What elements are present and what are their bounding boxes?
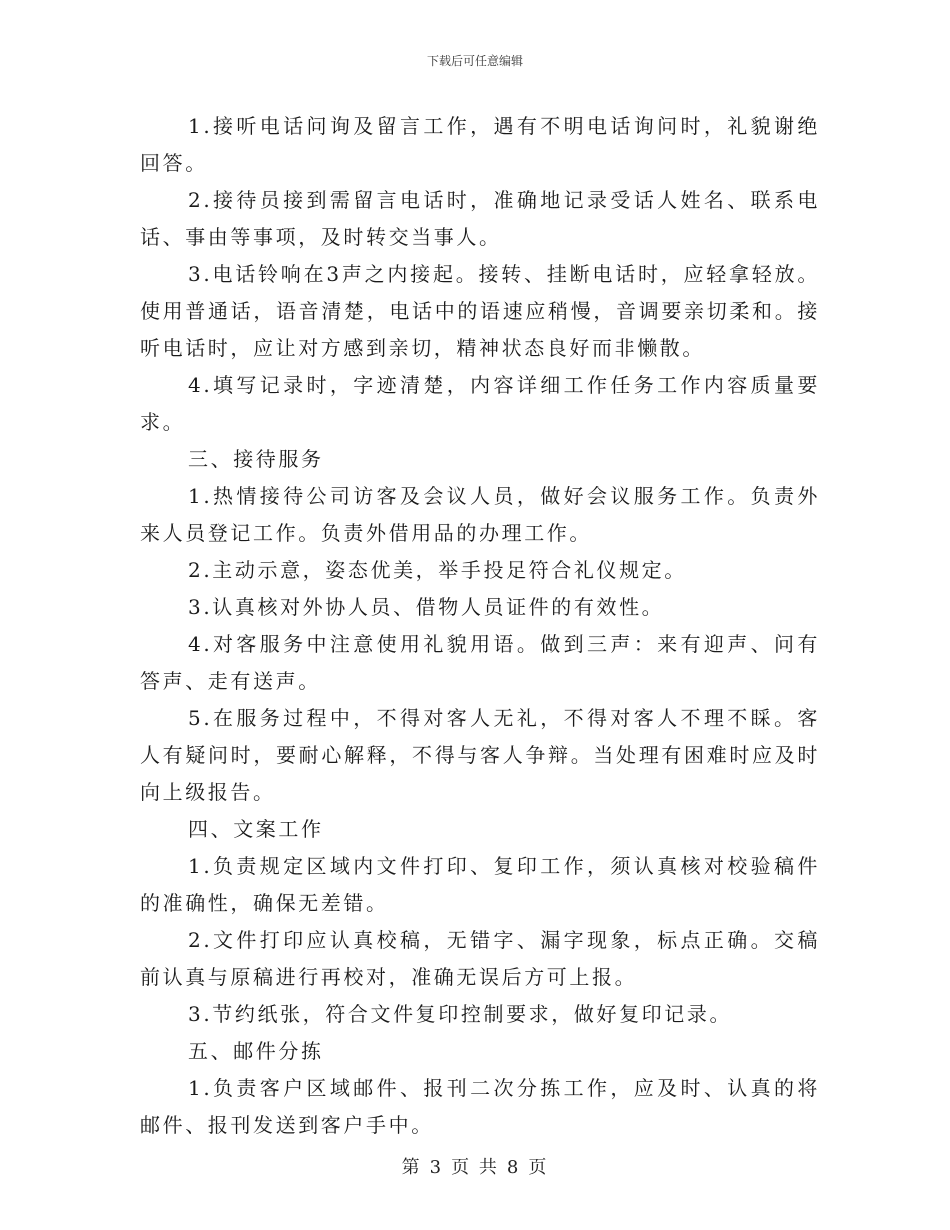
- paragraph: 4.对客服务中注意使用礼貌用语。做到三声：来有迎声、问有答声、走有送声。: [140, 632, 820, 693]
- paragraph: 1.热情接待公司访客及会议人员，做好会议服务工作。负责外来人员登记工作。负责外借用品的办理工作。: [140, 484, 820, 545]
- page-header-note: 下载后可任意编辑: [426, 54, 523, 68]
- document-body: [140, 108, 820, 1144]
- footer-page-number: 3: [429, 1157, 444, 1178]
- footer-total-pages: 8: [506, 1157, 521, 1178]
- footer-prefix: 第: [401, 1157, 422, 1178]
- paragraph: 1.负责规定区域内文件打印、复印工作，须认真核对校验稿件的准确性，确保无差错。: [140, 854, 820, 915]
- section-heading: 四、文案工作: [188, 817, 324, 841]
- paragraph: 3.节约纸张，符合文件复印控制要求，做好复印记录。: [188, 1002, 733, 1026]
- paragraph: 4.填写记录时，字迹清楚，内容详细工作任务工作内容质量要求。: [140, 373, 820, 434]
- section-heading: 三、接待服务: [188, 447, 324, 471]
- footer-suffix: 页: [528, 1157, 549, 1178]
- section-heading: 五、邮件分拣: [188, 1039, 324, 1063]
- footer-middle: 页 共: [451, 1157, 499, 1178]
- page-footer: [0, 1153, 950, 1179]
- paragraph: 3.认真核对外协人员、借物人员证件的有效性。: [188, 595, 665, 619]
- paragraph: 3.电话铃响在3声之内接起。接转、挂断电话时，应轻拿轻放。使用普通话，语音清楚，电话中的语速应稍慢，音调要亲切柔和。接听电话时，应让对方感到亲切，精神状态良好而非懒散。: [140, 262, 820, 360]
- paragraph: 2.接待员接到需留言电话时，准确地记录受话人姓名、联系电话、事由等事项，及时转交当事人。: [140, 188, 820, 249]
- paragraph: 1.接听电话问询及留言工作，遇有不明电话询问时，礼貌谢绝回答。: [140, 114, 820, 175]
- paragraph: 1.负责客户区域邮件、报刊二次分拣工作，应及时、认真的将邮件、报刊发送到客户手中。: [140, 1076, 820, 1137]
- paragraph: 5.在服务过程中，不得对客人无礼，不得对客人不理不睬。客人有疑问时，要耐心解释，不得与客人争辩。当处理有困难时应及时向上级报告。: [140, 706, 820, 804]
- paragraph: 2.主动示意，姿态优美，举手投足符合礼仪规定。: [188, 558, 687, 582]
- paragraph: 2.文件打印应认真校稿，无错字、漏字现象，标点正确。交稿前认真与原稿进行再校对，准确无误后方可上报。: [140, 928, 820, 989]
